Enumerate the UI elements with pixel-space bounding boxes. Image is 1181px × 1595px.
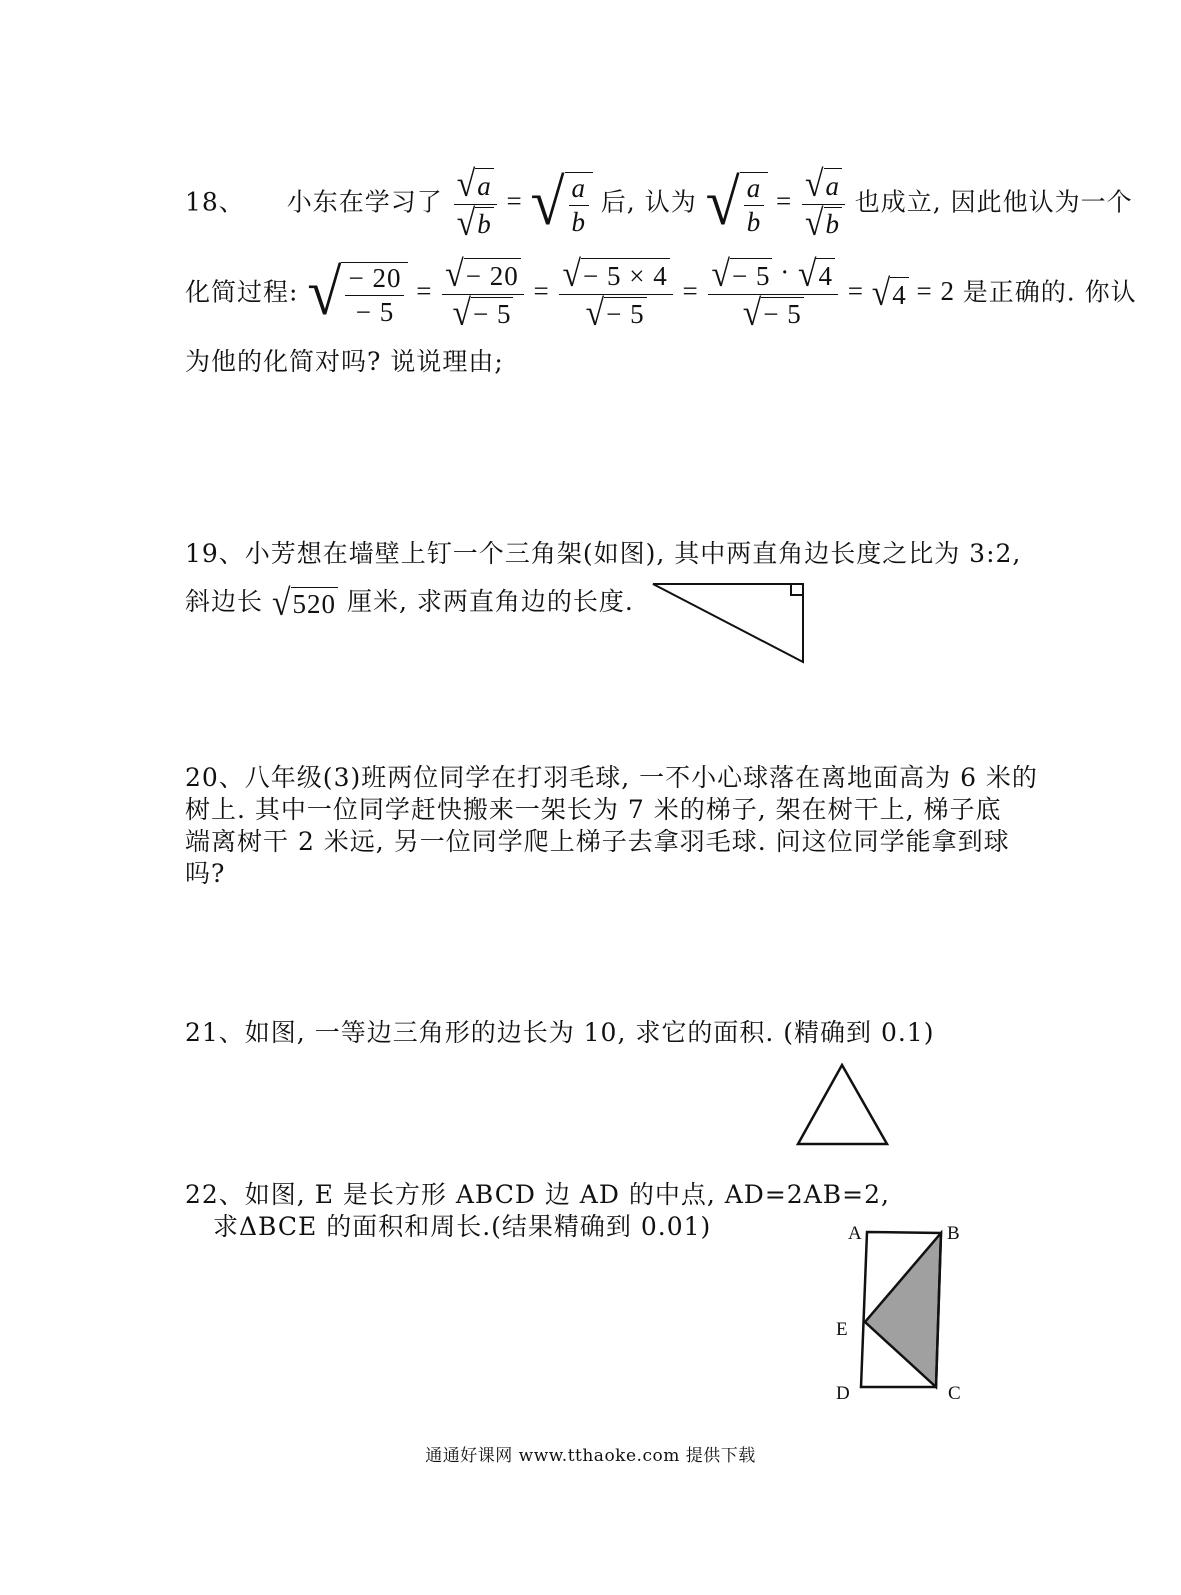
- q20-line2: 树上. 其中一位同学赶快搬来一架长为 7 米的梯子, 架在树干上, 梯子底: [185, 795, 1002, 824]
- q19-post: 厘米, 求两直角边的长度.: [346, 587, 634, 616]
- right-triangle-diagram: [650, 580, 810, 670]
- q18-line1: [185, 164, 1133, 244]
- q20-line3: 端离树干 2 米远, 另一位同学爬上梯子去拿羽毛球. 问这位同学能拿到球: [185, 827, 1010, 856]
- q22-line1: 22、如图, E 是长方形 ABCD 边 AD 的中点, AD=2AB=2,: [185, 1180, 890, 1209]
- q18-text-4: 化简过程:: [185, 277, 299, 307]
- footer-source: 通通好课网 www.tthaoke.com 提供下载: [425, 1446, 756, 1466]
- formula-sqrt-a-over-sqrt-b: √ a √ b = √ $\frac{a}{b}$: [452, 186, 601, 216]
- label-e: E: [836, 1319, 848, 1340]
- q21-line1: 21、如图, 一等边三角形的边长为 10, 求它的面积. (精确到 0.1): [185, 1018, 935, 1047]
- rectangle-abcd-diagram: [830, 1218, 980, 1408]
- triangle-bce-shaded: [865, 1233, 941, 1387]
- label-d: D: [836, 1383, 850, 1404]
- q19-line1: 19、小芳想在墙壁上钉一个三角架(如图), 其中两直角边长度之比为 3:2,: [185, 539, 1022, 568]
- label-a: A: [848, 1223, 862, 1244]
- q18-text-5: 是正确的. 你认: [962, 277, 1137, 307]
- q20-line4: 吗?: [185, 859, 226, 888]
- q18-line3: 为他的化简对吗? 说说理由;: [185, 347, 504, 376]
- formula-sqrt-520: √ 520: [271, 582, 336, 624]
- formula-sqrt-a-over-b: √ $\frac{a}{b}$ = √ a √ b: [706, 186, 855, 216]
- q22-line2: 求ΔBCE 的面积和周长.(结果精确到 0.01): [213, 1212, 712, 1241]
- q19-pre: 斜边长: [185, 587, 264, 616]
- q18-text-3: 也成立, 因此他认为一个: [854, 187, 1133, 217]
- label-c: C: [948, 1383, 961, 1404]
- formula-simplification: √ $\frac{- 20}{- 5}$ = √ − 20 √ − 5 = √ − 5 × 4 √ − 5 = √ − 5 · √ 4 √ − 5 = √ 4 = 2: [307, 254, 955, 334]
- label-b: B: [947, 1223, 960, 1244]
- q18-number: 18、: [185, 187, 245, 217]
- q18-text-1: 小东在学习了: [286, 187, 443, 217]
- equilateral-triangle-diagram: [795, 1062, 891, 1148]
- q20-line1: 20、八年级(3)班两位同学在打羽毛球, 一不小心球落在离地面高为 6 米的: [185, 763, 1038, 792]
- q18-text-2: 后, 认为: [600, 187, 697, 217]
- q19-line2: [185, 582, 634, 624]
- q18-line2: [185, 254, 1137, 334]
